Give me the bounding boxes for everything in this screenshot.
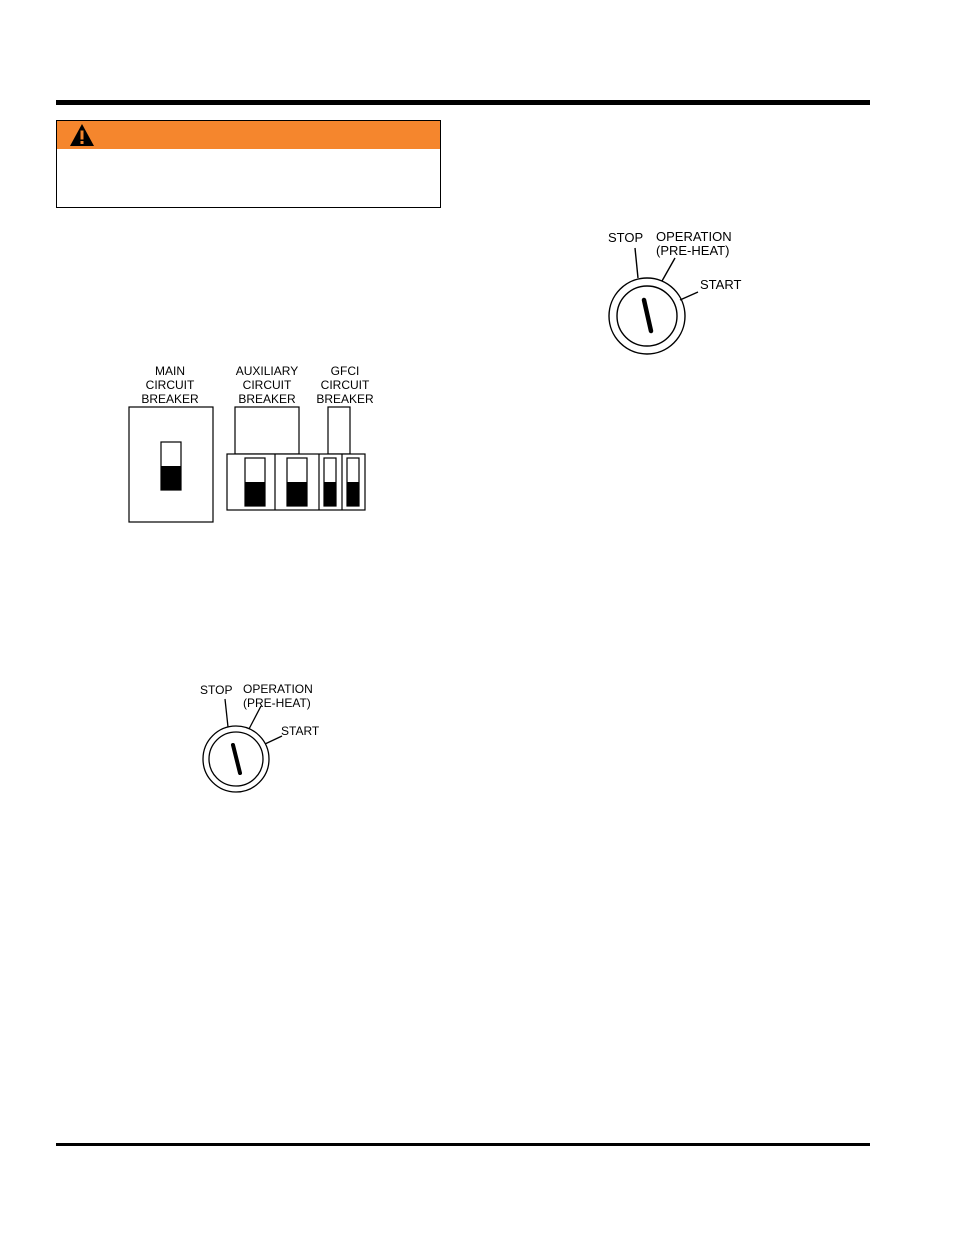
operation-label-small: OPERATION (PRE-HEAT) bbox=[243, 682, 313, 710]
gfci-breaker-label: GFCI CIRCUIT BREAKER bbox=[316, 364, 374, 406]
gfci-breaker-housing bbox=[328, 407, 350, 454]
main-breaker-toggle-fill bbox=[161, 466, 181, 490]
warning-header-bar bbox=[57, 121, 440, 149]
key-switch-figure-large bbox=[600, 228, 760, 363]
stop-label-small: STOP bbox=[200, 683, 233, 697]
breaker-panel-drawing bbox=[120, 360, 390, 530]
key-switch-figure-small bbox=[195, 680, 330, 800]
start-label-small: START bbox=[281, 724, 320, 738]
circuit-breaker-figure bbox=[120, 360, 390, 530]
stop-label-large: STOP bbox=[608, 230, 644, 245]
start-label-large: START bbox=[700, 277, 742, 292]
footer-rule bbox=[56, 1143, 870, 1146]
warning-callout bbox=[56, 120, 441, 208]
auxiliary-breaker-label: AUXILIARY CIRCUIT BREAKER bbox=[235, 364, 299, 406]
operation-label-large: OPERATION (PRE-HEAT) bbox=[656, 229, 732, 258]
header-rule bbox=[56, 100, 870, 105]
main-breaker-label: MAIN CIRCUIT BREAKER bbox=[141, 364, 199, 406]
aux-breaker-housing bbox=[235, 407, 299, 454]
warning-triangle-icon bbox=[69, 123, 95, 147]
